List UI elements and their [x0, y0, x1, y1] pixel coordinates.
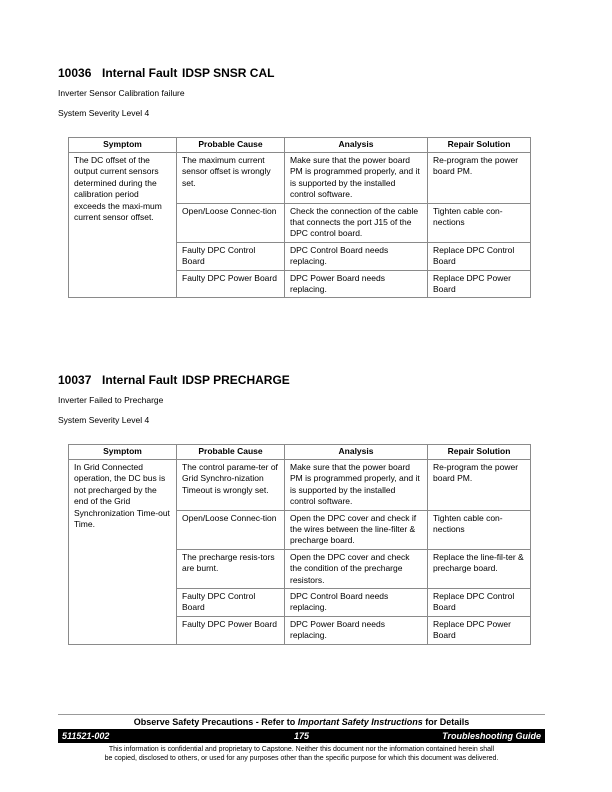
- troubleshooting-table-10037: [68, 444, 531, 645]
- cause-cell: Faulty DPC Power Board: [177, 616, 285, 644]
- safety-notice-suffix: for Details: [422, 717, 470, 727]
- cause-cell: Faulty DPC Control Board: [177, 589, 285, 617]
- table-header-row: [69, 445, 531, 460]
- fault-heading: [58, 65, 530, 81]
- safety-instructions-reference: Important Safety Instructions: [297, 717, 423, 727]
- cause-cell: The control parame-ter of Grid Synchro-nization Timeout is wrongly set.: [177, 460, 285, 511]
- fault-kind: Internal Fault: [102, 66, 178, 80]
- fault-kind: Internal Fault: [102, 373, 178, 387]
- document-number: 511521-002: [62, 731, 110, 741]
- table-header-row: [69, 138, 531, 153]
- analysis-cell: DPC Power Board needs replacing.: [285, 270, 428, 298]
- analysis-cell: DPC Control Board needs replacing.: [285, 242, 428, 270]
- safety-notice-prefix: Observe Safety Precautions - Refer to: [133, 717, 298, 727]
- guide-title: Troubleshooting Guide: [442, 731, 541, 741]
- severity-level: System Severity Level 4: [58, 108, 150, 118]
- header-probable-cause: Probable Cause: [177, 445, 285, 460]
- analysis-cell: DPC Control Board needs replacing.: [285, 589, 428, 617]
- analysis-cell: DPC Power Board needs replacing.: [285, 616, 428, 644]
- header-analysis: Analysis: [285, 138, 428, 153]
- header-probable-cause: Probable Cause: [177, 138, 285, 153]
- fault-description: Inverter Failed to Precharge: [58, 395, 164, 405]
- symptom-cell: In Grid Connected operation, the DC bus is not precharged by the end of the Grid Synchronization Time-out Time.: [69, 460, 177, 645]
- safety-notice: [58, 717, 545, 727]
- footer-divider: [58, 714, 545, 715]
- cause-cell: The precharge resis-tors are burnt.: [177, 549, 285, 588]
- fault-code: 10036: [58, 66, 92, 80]
- header-repair-solution: Repair Solution: [428, 445, 531, 460]
- fault-name: IDSP SNSR CAL: [182, 66, 275, 80]
- cause-cell: Open/Loose Connec-tion: [177, 510, 285, 549]
- fault-name: IDSP PRECHARGE: [182, 373, 290, 387]
- repair-cell: Replace DPC Power Board: [428, 270, 531, 298]
- page-number: 175: [293, 731, 310, 741]
- analysis-cell: Open the DPC cover and check the condition of the precharge resistors.: [285, 549, 428, 588]
- repair-cell: Tighten cable con-nections: [428, 203, 531, 242]
- severity-level: System Severity Level 4: [58, 415, 150, 425]
- analysis-cell: Check the connection of the cable that connects the port J15 of the DPC control board.: [285, 203, 428, 242]
- cause-cell: Faulty DPC Control Board: [177, 242, 285, 270]
- symptom-cell: The DC offset of the output current sensors determined during the calibration period exceeds the maxi-mum current sensor offset.: [69, 153, 177, 298]
- header-symptom: Symptom: [69, 138, 177, 153]
- cause-cell: Open/Loose Connec-tion: [177, 203, 285, 242]
- analysis-cell: Make sure that the power board PM is programmed properly, and it is supported by the installed control software.: [285, 153, 428, 204]
- repair-cell: Tighten cable con-nections: [428, 510, 531, 549]
- repair-cell: Replace DPC Control Board: [428, 242, 531, 270]
- troubleshooting-table-10036: [68, 137, 531, 298]
- fault-section-10036: [58, 65, 530, 119]
- repair-cell: Replace DPC Control Board: [428, 589, 531, 617]
- table-row: [69, 460, 531, 511]
- footer-bar: [58, 729, 545, 743]
- header-repair-solution: Repair Solution: [428, 138, 531, 153]
- repair-cell: Re-program the power board PM.: [428, 460, 531, 511]
- repair-cell: Replace the line-fil-ter & precharge board.: [428, 549, 531, 588]
- repair-cell: Replace DPC Power Board: [428, 616, 531, 644]
- cause-cell: The maximum current sensor offset is wrongly set.: [177, 153, 285, 204]
- repair-cell: Re-program the power board PM.: [428, 153, 531, 204]
- fault-section-10037: [58, 372, 530, 426]
- fault-heading: [58, 372, 530, 388]
- fault-code: 10037: [58, 373, 92, 387]
- header-analysis: Analysis: [285, 445, 428, 460]
- cause-cell: Faulty DPC Power Board: [177, 270, 285, 298]
- analysis-cell: Open the DPC cover and check if the wires between the line-filter & precharge board.: [285, 510, 428, 549]
- table-row: [69, 153, 531, 204]
- confidentiality-notice: [58, 745, 545, 763]
- confidentiality-line-1: This information is confidential and proprietary to Capstone. Neither this document nor the information contained herein shall: [108, 746, 495, 753]
- confidentiality-line-2: be copied, disclosed to others, or used for any purposes other than the specific purpose for which this document was delivered.: [104, 755, 499, 762]
- header-symptom: Symptom: [69, 445, 177, 460]
- fault-description: Inverter Sensor Calibration failure: [58, 88, 185, 98]
- analysis-cell: Make sure that the power board PM is programmed properly, and it is supported by the installed control software.: [285, 460, 428, 511]
